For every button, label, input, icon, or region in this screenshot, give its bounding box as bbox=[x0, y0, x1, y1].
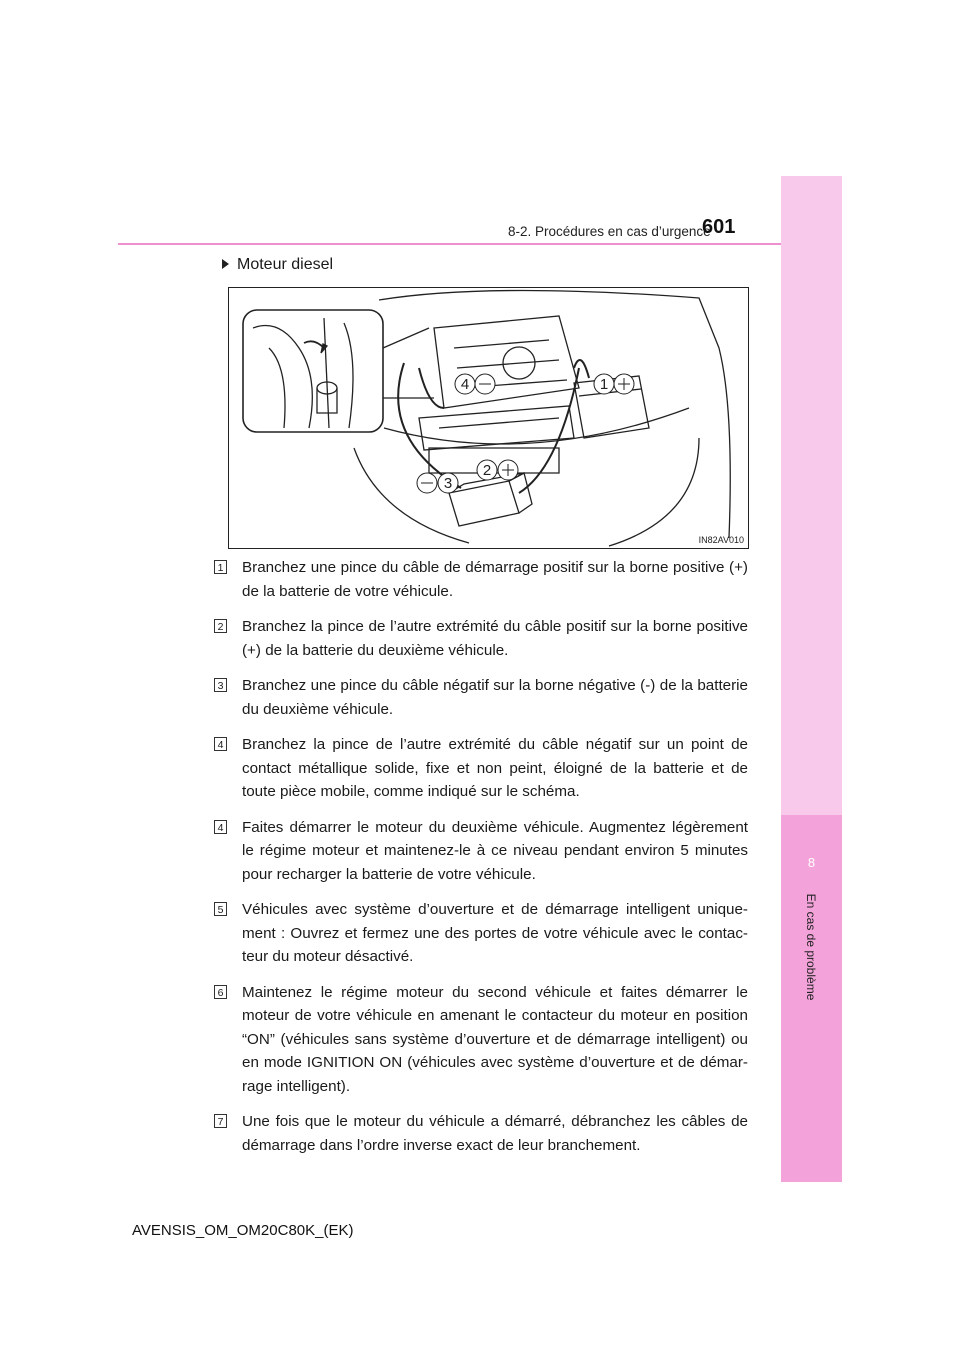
header-section-title: 8-2. Procédures en cas d’urgence bbox=[508, 224, 711, 239]
step-item bbox=[214, 1110, 748, 1157]
hood-outline bbox=[379, 290, 730, 538]
step-badge: 2 bbox=[214, 619, 227, 633]
step-text: Une fois que le moteur du véhicule a démarré, débranchez les câbles de démarrage dans l’ordre inverse exact de leur branchement. bbox=[242, 1113, 748, 1154]
engine-diagram-svg bbox=[229, 288, 748, 548]
header-rule bbox=[118, 243, 781, 245]
page-number: 601 bbox=[702, 216, 736, 238]
step-item bbox=[214, 556, 748, 603]
step-badge: 3 bbox=[214, 678, 227, 692]
document-footer-code: AVENSIS_OM_OM20C80K_(EK) bbox=[132, 1222, 354, 1239]
step-badge: 6 bbox=[214, 985, 227, 999]
step-text: Branchez la pince de l’autre extrémité du câble positif sur la borne positive (+) de la batterie du deuxième véhicule. bbox=[242, 618, 748, 659]
step-badge: 7 bbox=[214, 1114, 227, 1128]
step-text: Maintenez le régime moteur du second véhicule et faites démarrer le moteur de votre véhicule en amenant le contacteur du moteur en position “ON” (véhicules sans système d’ouverture et de démarrage intelligent) ou en mode IGNITION ON (véhicules avec système d’ouverture et de démar-rage intelligent). bbox=[242, 983, 748, 1095]
subheading bbox=[222, 256, 333, 274]
step-badge: 4 bbox=[214, 737, 227, 751]
figure-code: IN82AV010 bbox=[698, 535, 744, 545]
step-item bbox=[214, 674, 748, 721]
step-badge: 4 bbox=[214, 820, 227, 834]
step-text: Faites démarrer le moteur du deuxième véhicule. Augmentez légèrement le régime moteur et maintenez-le à ce niveau pendant environ 5 minutes pour recharger la batterie de votre véhicule. bbox=[242, 818, 748, 883]
procedure-steps bbox=[214, 556, 748, 1169]
step-item bbox=[214, 733, 748, 804]
callout-4: 4 bbox=[460, 376, 470, 393]
step-text: Branchez la pince de l’autre extrémité du câble négatif sur un point de contact métallique solide, fixe et non peint, éloigné de la batterie et de toute pièce mobile, comme indiqué sur le schéma. bbox=[242, 736, 748, 800]
step-badge: 1 bbox=[214, 560, 227, 574]
step-item bbox=[214, 981, 748, 1099]
callout-3: 3 bbox=[443, 475, 453, 492]
step-item bbox=[214, 898, 748, 969]
subheading-text: Moteur diesel bbox=[237, 256, 334, 273]
step-badge: 5 bbox=[214, 902, 227, 916]
callout-1: 1 bbox=[599, 376, 609, 393]
step-item bbox=[214, 816, 748, 887]
engine-bay-illustration bbox=[228, 287, 749, 549]
chapter-title: En cas de problème bbox=[804, 893, 818, 1001]
callout-2: 2 bbox=[482, 462, 492, 479]
step-text: Branchez une pince du câble de démarrage positif sur la borne positive (+) de la batterie de votre véhicule. bbox=[242, 559, 748, 600]
triangle-bullet-icon bbox=[222, 259, 229, 269]
step-text: Véhicules avec système d’ouverture et de démarrage intelligent unique-ment : Ouvrez et fermez une des portes de votre véhicule avec le contac-teur du moteur désactivé. bbox=[242, 901, 748, 965]
step-text: Branchez une pince du câble négatif sur la borne négative (-) de la batterie du deuxième véhicule. bbox=[242, 677, 748, 718]
step-item bbox=[214, 615, 748, 662]
chapter-number: 8 bbox=[807, 855, 816, 870]
